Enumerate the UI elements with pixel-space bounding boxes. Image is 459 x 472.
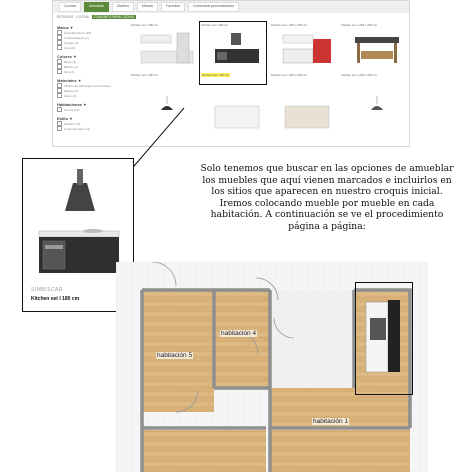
highlight-box bbox=[355, 282, 413, 395]
product-card[interactable] bbox=[131, 88, 195, 147]
product-title: Kitchen set L 240 x 200 cm bbox=[271, 23, 308, 27]
product-title bbox=[271, 88, 335, 93]
facet-option[interactable]: Blanco (4) bbox=[57, 64, 127, 69]
facet-option[interactable]: Contemporáneo (3) bbox=[57, 126, 127, 131]
kitchen-island-thumbnail bbox=[347, 31, 407, 65]
tab-disenos[interactable]: Diseños bbox=[112, 2, 134, 12]
facet-option[interactable]: Gris (2) bbox=[57, 69, 127, 74]
product-card-selected[interactable] bbox=[201, 23, 265, 83]
chevron-down-icon: ▾ bbox=[69, 116, 72, 121]
product-title: Kitchen set I 180 cm bbox=[201, 23, 229, 27]
facet-option[interactable]: Gent (2) bbox=[57, 45, 127, 50]
facet-option[interactable]: Moderno (5) bbox=[57, 121, 127, 126]
tab-amueblar[interactable]: Amueblar bbox=[84, 2, 109, 12]
breadcrumb-current: CONJUNTO PARA COCINA bbox=[93, 15, 134, 19]
product-name: Kitchen set I 180 cm bbox=[31, 296, 80, 302]
facet-option[interactable]: Garage (3) bbox=[57, 40, 127, 45]
breadcrumb-item[interactable]: ESTUDIOS bbox=[57, 15, 74, 19]
chevron-down-icon: ▾ bbox=[78, 78, 81, 83]
facet-option[interactable]: Confortasheets (7) bbox=[57, 35, 127, 40]
shop-screenshot bbox=[52, 0, 410, 147]
facet-marca bbox=[57, 25, 127, 50]
facet-option[interactable]: Cocina (20) bbox=[57, 107, 127, 112]
chevron-down-icon: ▾ bbox=[73, 54, 76, 59]
lamp-thumbnail bbox=[347, 96, 407, 130]
checkbox-icon[interactable] bbox=[57, 107, 62, 112]
product-card[interactable] bbox=[201, 88, 265, 147]
instruction-text: Solo tenemos que buscar en las opciones de amueblar los muebles que aquí vienen marcados e incluirlos en los sitios que aparecen en nuestro croquis inicial. Iremos colocando mueble por mueble en cada habitación. A continuación se ve el procedimiento página a página: bbox=[200, 163, 454, 232]
product-meta: Kitchen set L 240 x 200 cm bbox=[341, 73, 378, 77]
tab-marcas[interactable]: Marcas bbox=[137, 2, 158, 12]
product-title bbox=[201, 88, 265, 93]
cabinet-thumbnail bbox=[277, 96, 337, 130]
breadcrumb-item[interactable]: COCINA bbox=[76, 15, 89, 19]
top-tab-bar bbox=[53, 1, 409, 13]
facet-title[interactable]: Colores ▾ bbox=[57, 54, 76, 59]
product-meta: Kitchen set L 240 x 200 cm bbox=[271, 73, 308, 77]
chevron-down-icon: ▾ bbox=[83, 102, 86, 107]
product-card[interactable] bbox=[131, 23, 195, 83]
product-card[interactable] bbox=[271, 23, 335, 83]
product-card[interactable] bbox=[341, 23, 405, 83]
product-title: Kitchen set L 240 x 200 cm bbox=[341, 23, 378, 27]
product-title: Kitchen set I 180 cm bbox=[131, 23, 159, 27]
checkbox-icon[interactable] bbox=[57, 93, 62, 98]
facet-habitaciones bbox=[57, 102, 127, 112]
product-title bbox=[131, 88, 195, 93]
facet-option[interactable]: Acero (2) bbox=[57, 93, 127, 98]
facet-title[interactable]: Habitaciones ▾ bbox=[57, 102, 86, 107]
facet-estilo bbox=[57, 116, 127, 131]
facet-title[interactable]: Marca ▾ bbox=[57, 25, 73, 30]
product-grid bbox=[131, 23, 405, 147]
kitchen-thumbnail bbox=[277, 31, 337, 65]
tab-cocinas[interactable]: Cocinas bbox=[59, 2, 81, 12]
kitchen-set-image bbox=[33, 167, 125, 279]
kitchen-thumbnail bbox=[137, 31, 197, 65]
checkbox-icon[interactable] bbox=[57, 69, 62, 74]
checkbox-icon[interactable] bbox=[57, 45, 62, 50]
facet-option[interactable]: Beige (3) bbox=[57, 59, 127, 64]
facet-title[interactable]: Estilo ▾ bbox=[57, 116, 72, 121]
cabinet-thumbnail bbox=[207, 96, 267, 130]
filter-sidebar bbox=[57, 25, 127, 135]
facet-option[interactable]: Tablero de partículas con laminado bbox=[57, 83, 127, 88]
product-series: SIMBISCAR bbox=[31, 287, 64, 293]
product-meta: Kitchen set I 180 cm bbox=[202, 73, 230, 77]
facet-option[interactable]: Amueblamiento (20) bbox=[57, 30, 127, 35]
product-meta: Kitchen set I 180 cm bbox=[131, 73, 159, 77]
room-label-habitacion-4: habitación 4 bbox=[221, 330, 257, 337]
product-card[interactable] bbox=[341, 88, 405, 147]
lamp-thumbnail bbox=[137, 96, 197, 130]
facet-materiales bbox=[57, 78, 127, 98]
facet-option[interactable]: Madera (1) bbox=[57, 88, 127, 93]
room-label-habitacion-1: habitación 1 bbox=[313, 418, 349, 425]
tab-favoritos[interactable]: Favoritos bbox=[161, 2, 185, 12]
facet-colores bbox=[57, 54, 127, 74]
product-title bbox=[341, 88, 405, 93]
tab-contenidos[interactable]: Contenidos personalizados bbox=[188, 2, 239, 12]
product-card[interactable] bbox=[271, 88, 335, 147]
room-label-habitacion-5: habitación 5 bbox=[157, 352, 193, 359]
breadcrumb bbox=[57, 15, 136, 19]
facet-title[interactable]: Materiales ▾ bbox=[57, 78, 81, 83]
chevron-down-icon: ▾ bbox=[70, 25, 73, 30]
kitchen-thumbnail bbox=[207, 31, 267, 65]
checkbox-icon[interactable] bbox=[57, 126, 62, 131]
